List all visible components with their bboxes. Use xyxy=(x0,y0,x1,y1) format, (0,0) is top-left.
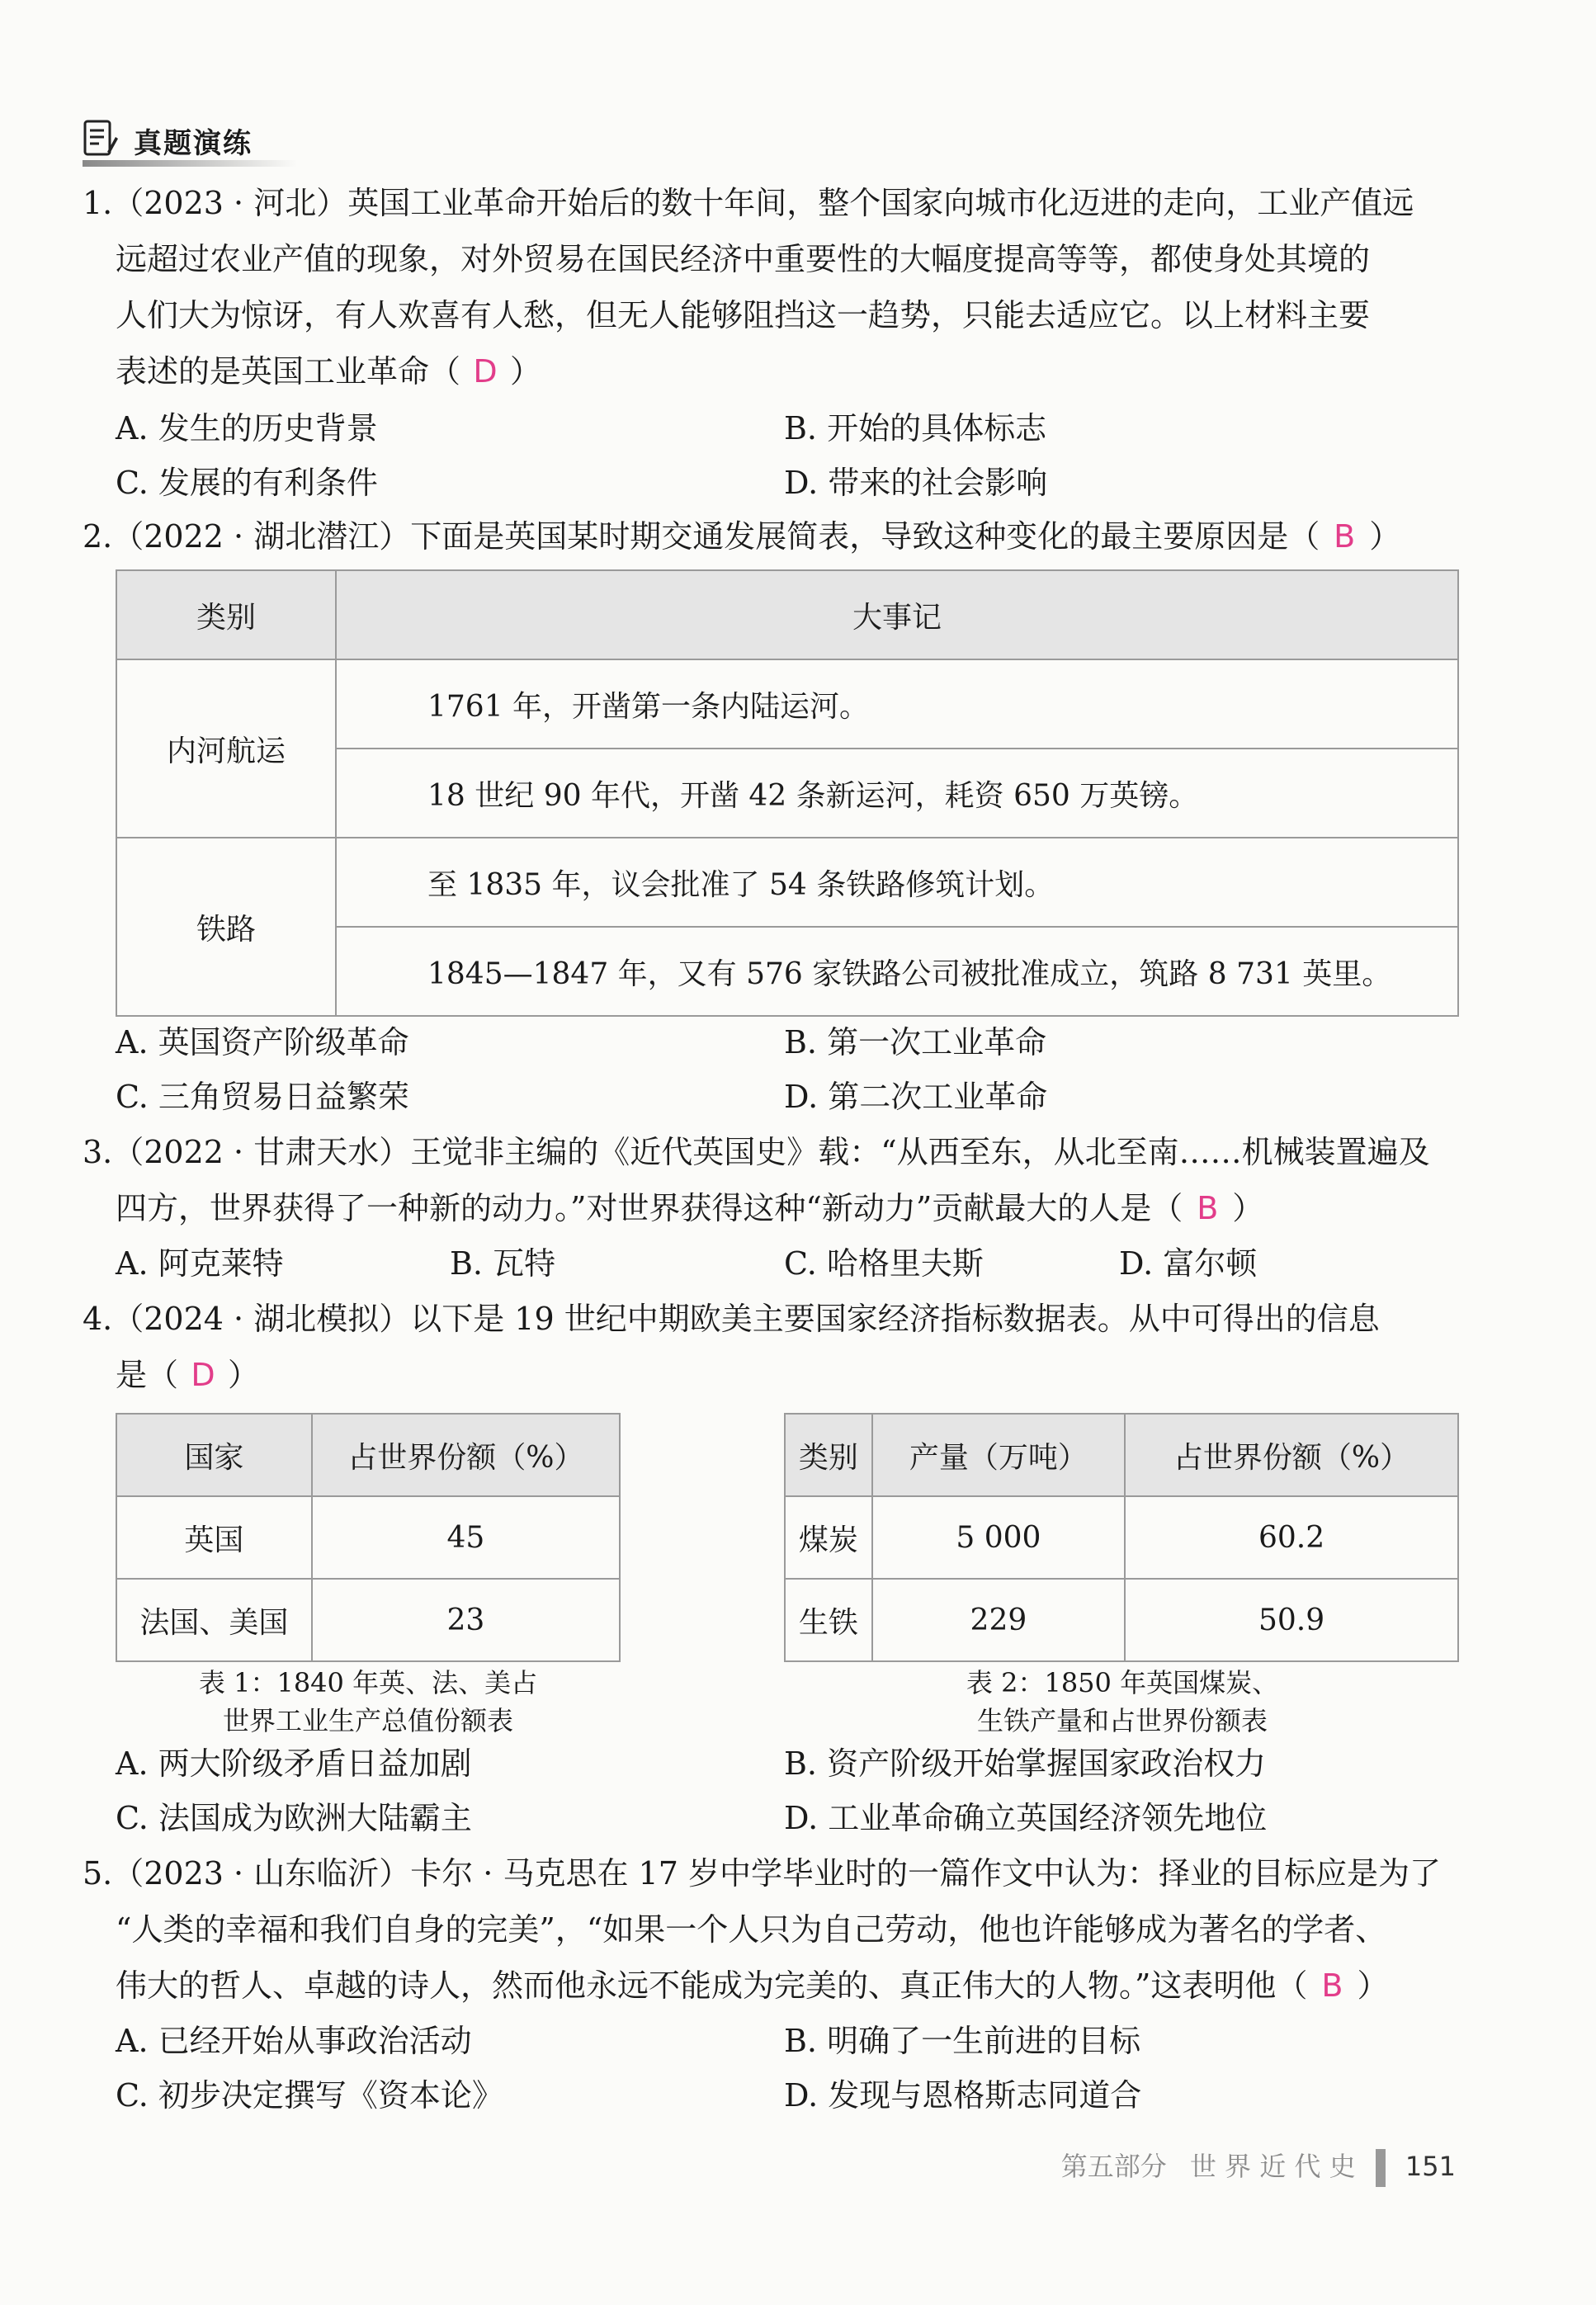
q4-option-c: C. 法国成为欧洲大陆霸主 xyxy=(116,1800,472,1836)
q4-t1-cell: 法国、美国 xyxy=(116,1579,312,1661)
q4-t1-cell: 英国 xyxy=(116,1496,312,1579)
q4-table-1 xyxy=(116,1413,621,1662)
footer-divider xyxy=(1376,2149,1386,2187)
footer-section: 第五部分 xyxy=(1060,2151,1167,2182)
q4-option-b: B. 资产阶级开始掌握国家政治权力 xyxy=(784,1745,1267,1782)
q4-line-1: 4.（2024 · 湖北模拟）以下是 19 世纪中期欧美主要国家经济指标数据表。从中可得出的信息 xyxy=(83,1301,1380,1337)
q2-table-event: 1761 年，开凿第一条内陆运河。 xyxy=(336,659,1458,749)
q2-table-header-category: 类别 xyxy=(116,570,336,659)
q4-t1-cell: 23 xyxy=(312,1579,620,1661)
q2-stem: 2.（2022 · 湖北潜江）下面是英国某时期交通发展简表，导致这种变化的最主要原因是（ xyxy=(83,518,1320,555)
q4-option-a: A. 两大阶级矛盾日益加剧 xyxy=(116,1745,472,1782)
q5-paren-close: ） xyxy=(1357,1967,1389,2004)
q3-answer: B xyxy=(1197,1190,1219,1226)
q2-table-header-events: 大事记 xyxy=(336,570,1458,659)
q3-line-2 xyxy=(116,1180,1494,1236)
q4-t2-cell: 60.2 xyxy=(1125,1496,1458,1579)
q5-answer: B xyxy=(1321,1967,1343,2004)
q1-stem-end: 表述的是英国工业革命（ xyxy=(116,353,461,390)
q3-stem: 四方，世界获得了一种新的动力。”对世界获得这种“新动力”贡献最大的人是（ xyxy=(116,1190,1183,1226)
q4-t2-cell: 229 xyxy=(872,1579,1125,1661)
q2-table-event: 1845—1847 年，又有 576 家铁路公司被批准成立，筑路 8 731 英里。 xyxy=(336,927,1458,1016)
q4-t2-cell: 50.9 xyxy=(1125,1579,1458,1661)
q5-option-c: C. 初步决定撰写《资本论》 xyxy=(116,2077,503,2114)
q5-line-1: 5.（2023 · 山东临沂）卡尔 · 马克思在 17 岁中学毕业时的一篇作文中认为：择业的目标应是为了 xyxy=(83,1855,1441,1892)
q1-line-3: 人们大为惊讶，有人欢喜有人愁，但无人能够阻挡这一趋势，只能去适应它。以上材料主要 xyxy=(116,297,1371,333)
q2-table-category: 铁路 xyxy=(116,838,336,1016)
q4-t2-header: 类别 xyxy=(785,1414,872,1496)
q2-table-event: 18 世纪 90 年代，开凿 42 条新运河，耗资 650 万英镑。 xyxy=(336,749,1458,838)
q2-line-1 xyxy=(83,508,1461,564)
q2-paren-close: ） xyxy=(1369,518,1401,555)
q1-option-d: D. 带来的社会影响 xyxy=(784,465,1048,501)
page-footer xyxy=(1061,2146,1456,2187)
q4-t2-header: 占世界份额（%） xyxy=(1125,1414,1458,1496)
q3-option-d: D. 富尔顿 xyxy=(1119,1245,1258,1282)
q4-paren-close: ） xyxy=(228,1357,260,1393)
q2-option-b: B. 第一次工业革命 xyxy=(784,1024,1047,1060)
q1-line-4 xyxy=(116,343,1494,399)
caption-line: 表 1：1840 年英、法、美占 xyxy=(198,1667,538,1698)
q2-transport-table xyxy=(116,569,1459,1017)
q4-t1-header: 国家 xyxy=(116,1414,312,1496)
q1-option-c: C. 发展的有利条件 xyxy=(116,465,378,501)
q5-line-3 xyxy=(116,1958,1494,2014)
q5-option-d: D. 发现与恩格斯志同道合 xyxy=(784,2077,1142,2114)
caption-line: 生铁产量和占世界份额表 xyxy=(976,1705,1268,1736)
q5-option-b: B. 明确了一生前进的目标 xyxy=(784,2023,1141,2059)
q4-t1-header: 占世界份额（%） xyxy=(312,1414,620,1496)
q4-line-2 xyxy=(116,1347,1494,1403)
q1-line-1: 1.（2023 · 河北）英国工业革命开始后的数十年间，整个国家向城市化迈进的走向，工业产值远 xyxy=(83,185,1414,221)
q4-t2-cell: 5 000 xyxy=(872,1496,1125,1579)
q1-paren-close: ） xyxy=(510,353,542,390)
section-underline xyxy=(83,160,297,167)
q1-line-2: 远超过农业产值的现象，对外贸易在国民经济中重要性的大幅度提高等等，都使身处其境的 xyxy=(116,241,1371,277)
q4-answer: D xyxy=(191,1357,215,1393)
q4-table-2-caption xyxy=(900,1664,1345,1740)
section-title: 真题演练 xyxy=(134,127,253,160)
q4-table-2 xyxy=(784,1413,1459,1662)
q3-paren-close: ） xyxy=(1232,1190,1264,1226)
q2-option-d: D. 第二次工业革命 xyxy=(784,1079,1048,1115)
caption-line: 世界工业生产总值份额表 xyxy=(222,1705,513,1736)
caption-line: 表 2：1850 年英国煤炭、 xyxy=(966,1667,1279,1698)
q4-t2-cell: 生铁 xyxy=(785,1579,872,1661)
q1-option-a: A. 发生的历史背景 xyxy=(116,410,378,446)
notebook-pen-icon xyxy=(83,119,119,158)
q2-answer: B xyxy=(1334,518,1356,555)
q1-answer: D xyxy=(473,353,498,390)
q1-option-b: B. 开始的具体标志 xyxy=(784,410,1047,446)
section-header xyxy=(83,116,297,163)
q4-t2-cell: 煤炭 xyxy=(785,1496,872,1579)
q3-option-a: A. 阿克莱特 xyxy=(116,1245,284,1282)
q3-option-b: B. 瓦特 xyxy=(450,1245,556,1282)
q5-option-a: A. 已经开始从事政治活动 xyxy=(116,2023,472,2059)
q4-table-1-caption xyxy=(149,1664,588,1740)
q5-stem: 伟大的哲人、卓越的诗人，然而他永远不能成为完美的、真正伟大的人物。”这表明他（ xyxy=(116,1967,1308,2004)
q3-line-1: 3.（2022 · 甘肃天水）王觉非主编的《近代英国史》载：“从西至东，从北至南……机械装置遍及 xyxy=(83,1134,1430,1170)
q2-option-a: A. 英国资产阶级革命 xyxy=(116,1024,409,1060)
page-number: 151 xyxy=(1405,2151,1456,2182)
q2-table-category: 内河航运 xyxy=(116,659,336,838)
q4-t1-cell: 45 xyxy=(312,1496,620,1579)
q2-table-event: 至 1835 年，议会批准了 54 条铁路修筑计划。 xyxy=(336,838,1458,927)
q4-option-d: D. 工业革命确立英国经济领先地位 xyxy=(784,1800,1268,1836)
q3-option-c: C. 哈格里夫斯 xyxy=(784,1245,984,1282)
q4-t2-header: 产量（万吨） xyxy=(872,1414,1125,1496)
footer-subject: 世 界 近 代 史 xyxy=(1189,2151,1356,2182)
q5-line-2: “人类的幸福和我们自身的完美”，“如果一个人只为自己劳动，他也许能够成为著名的学者、 xyxy=(116,1911,1387,1948)
q4-stem: 是（ xyxy=(116,1357,179,1393)
q2-option-c: C. 三角贸易日益繁荣 xyxy=(116,1079,409,1115)
